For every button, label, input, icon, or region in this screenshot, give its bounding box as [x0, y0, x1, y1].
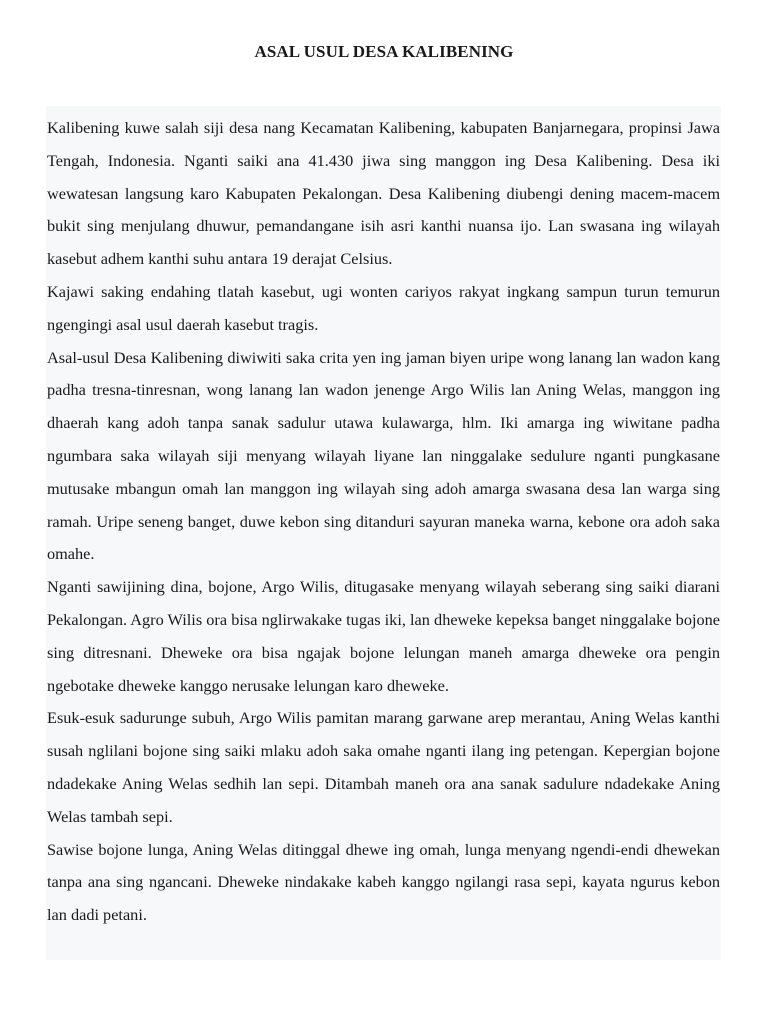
paragraph-6: Sawise bojone lunga, Aning Welas ditinggal dhewe ing omah, lunga menyang ngendi-endi dhewekan tanpa ana sing ngancani. Dheweke nindakake kabeh kanggo ngilangi rasa sepi, kayata ngurus kebon lan dadi petani.	[47, 839, 720, 925]
paragraph-4: Nganti sawijining dina, bojone, Argo Wilis, ditugasake menyang wilayah seberang sing saiki diarani Pekalongan. Agro Wilis ora bisa nglirwakake tugas iki, lan dheweke kepeksa banget ninggalake bojone sing ditresnani. Dheweke ora bisa ngajak bojone lelungan maneh amarga dheweke ora pengin ngebotake dheweke kanggo nerusake lelungan karo dheweke.	[47, 577, 720, 695]
paragraph-5: Esuk-esuk sadurunge subuh, Argo Wilis pamitan marang garwane arep merantau, Aning Welas kanthi susah nglilani bojone sing saiki mlaku adoh saka omahe nganti ilang ing petengan. Kepergian bojone ndadekake Aning Welas sedhih lan sepi. Ditambah maneh ora ana sanak sadulure ndadekake Aning Welas tambah sepi.	[47, 708, 720, 826]
document-body	[46, 106, 721, 960]
paragraph-2: Kajawi saking endahing tlatah kasebut, ugi wonten cariyos rakyat ingkang sampun turun temurun ngengingi asal usul daerah kasebut tragis.	[47, 281, 720, 334]
document-title: ASAL USUL DESA KALIBENING	[254, 42, 514, 61]
paragraph-3: Asal-usul Desa Kalibening diwiwiti saka crita yen ing jaman biyen uripe wong lanang lan wadon kang padha tresna-tinresnan, wong lanang lan wadon jenenge Argo Wilis lan Aning Welas, manggon ing dhaerah kang adoh tanpa sanak sadulur utawa kulawarga, hlm. Iki amarga ing wiwitane padha ngumbara saka wilayah siji menyang wilayah liyane lan ninggalake sedulure nganti pungkasane mutusake mbangun omah lan manggon ing wilayah sing adoh amarga swasana desa lan warga sing ramah. Uripe seneng banget, duwe kebon sing ditanduri sayuran maneka warna, kebone ora adoh saka omahe.	[47, 347, 720, 564]
paragraph-1: Kalibening kuwe salah siji desa nang Kecamatan Kalibening, kabupaten Banjarnegara, propinsi Jawa Tengah, Indonesia. Nganti saiki ana 41.430 jiwa sing manggon ing Desa Kalibening. Desa iki wewatesan langsung karo Kabupaten Pekalongan. Desa Kalibening diubengi dening macem-macem bukit sing menjulang dhuwur, pemandangane isih asri kanthi nuansa ijo. Lan swasana ing wilayah kasebut adhem kanthi suhu antara 19 derajat Celsius.	[47, 118, 720, 269]
